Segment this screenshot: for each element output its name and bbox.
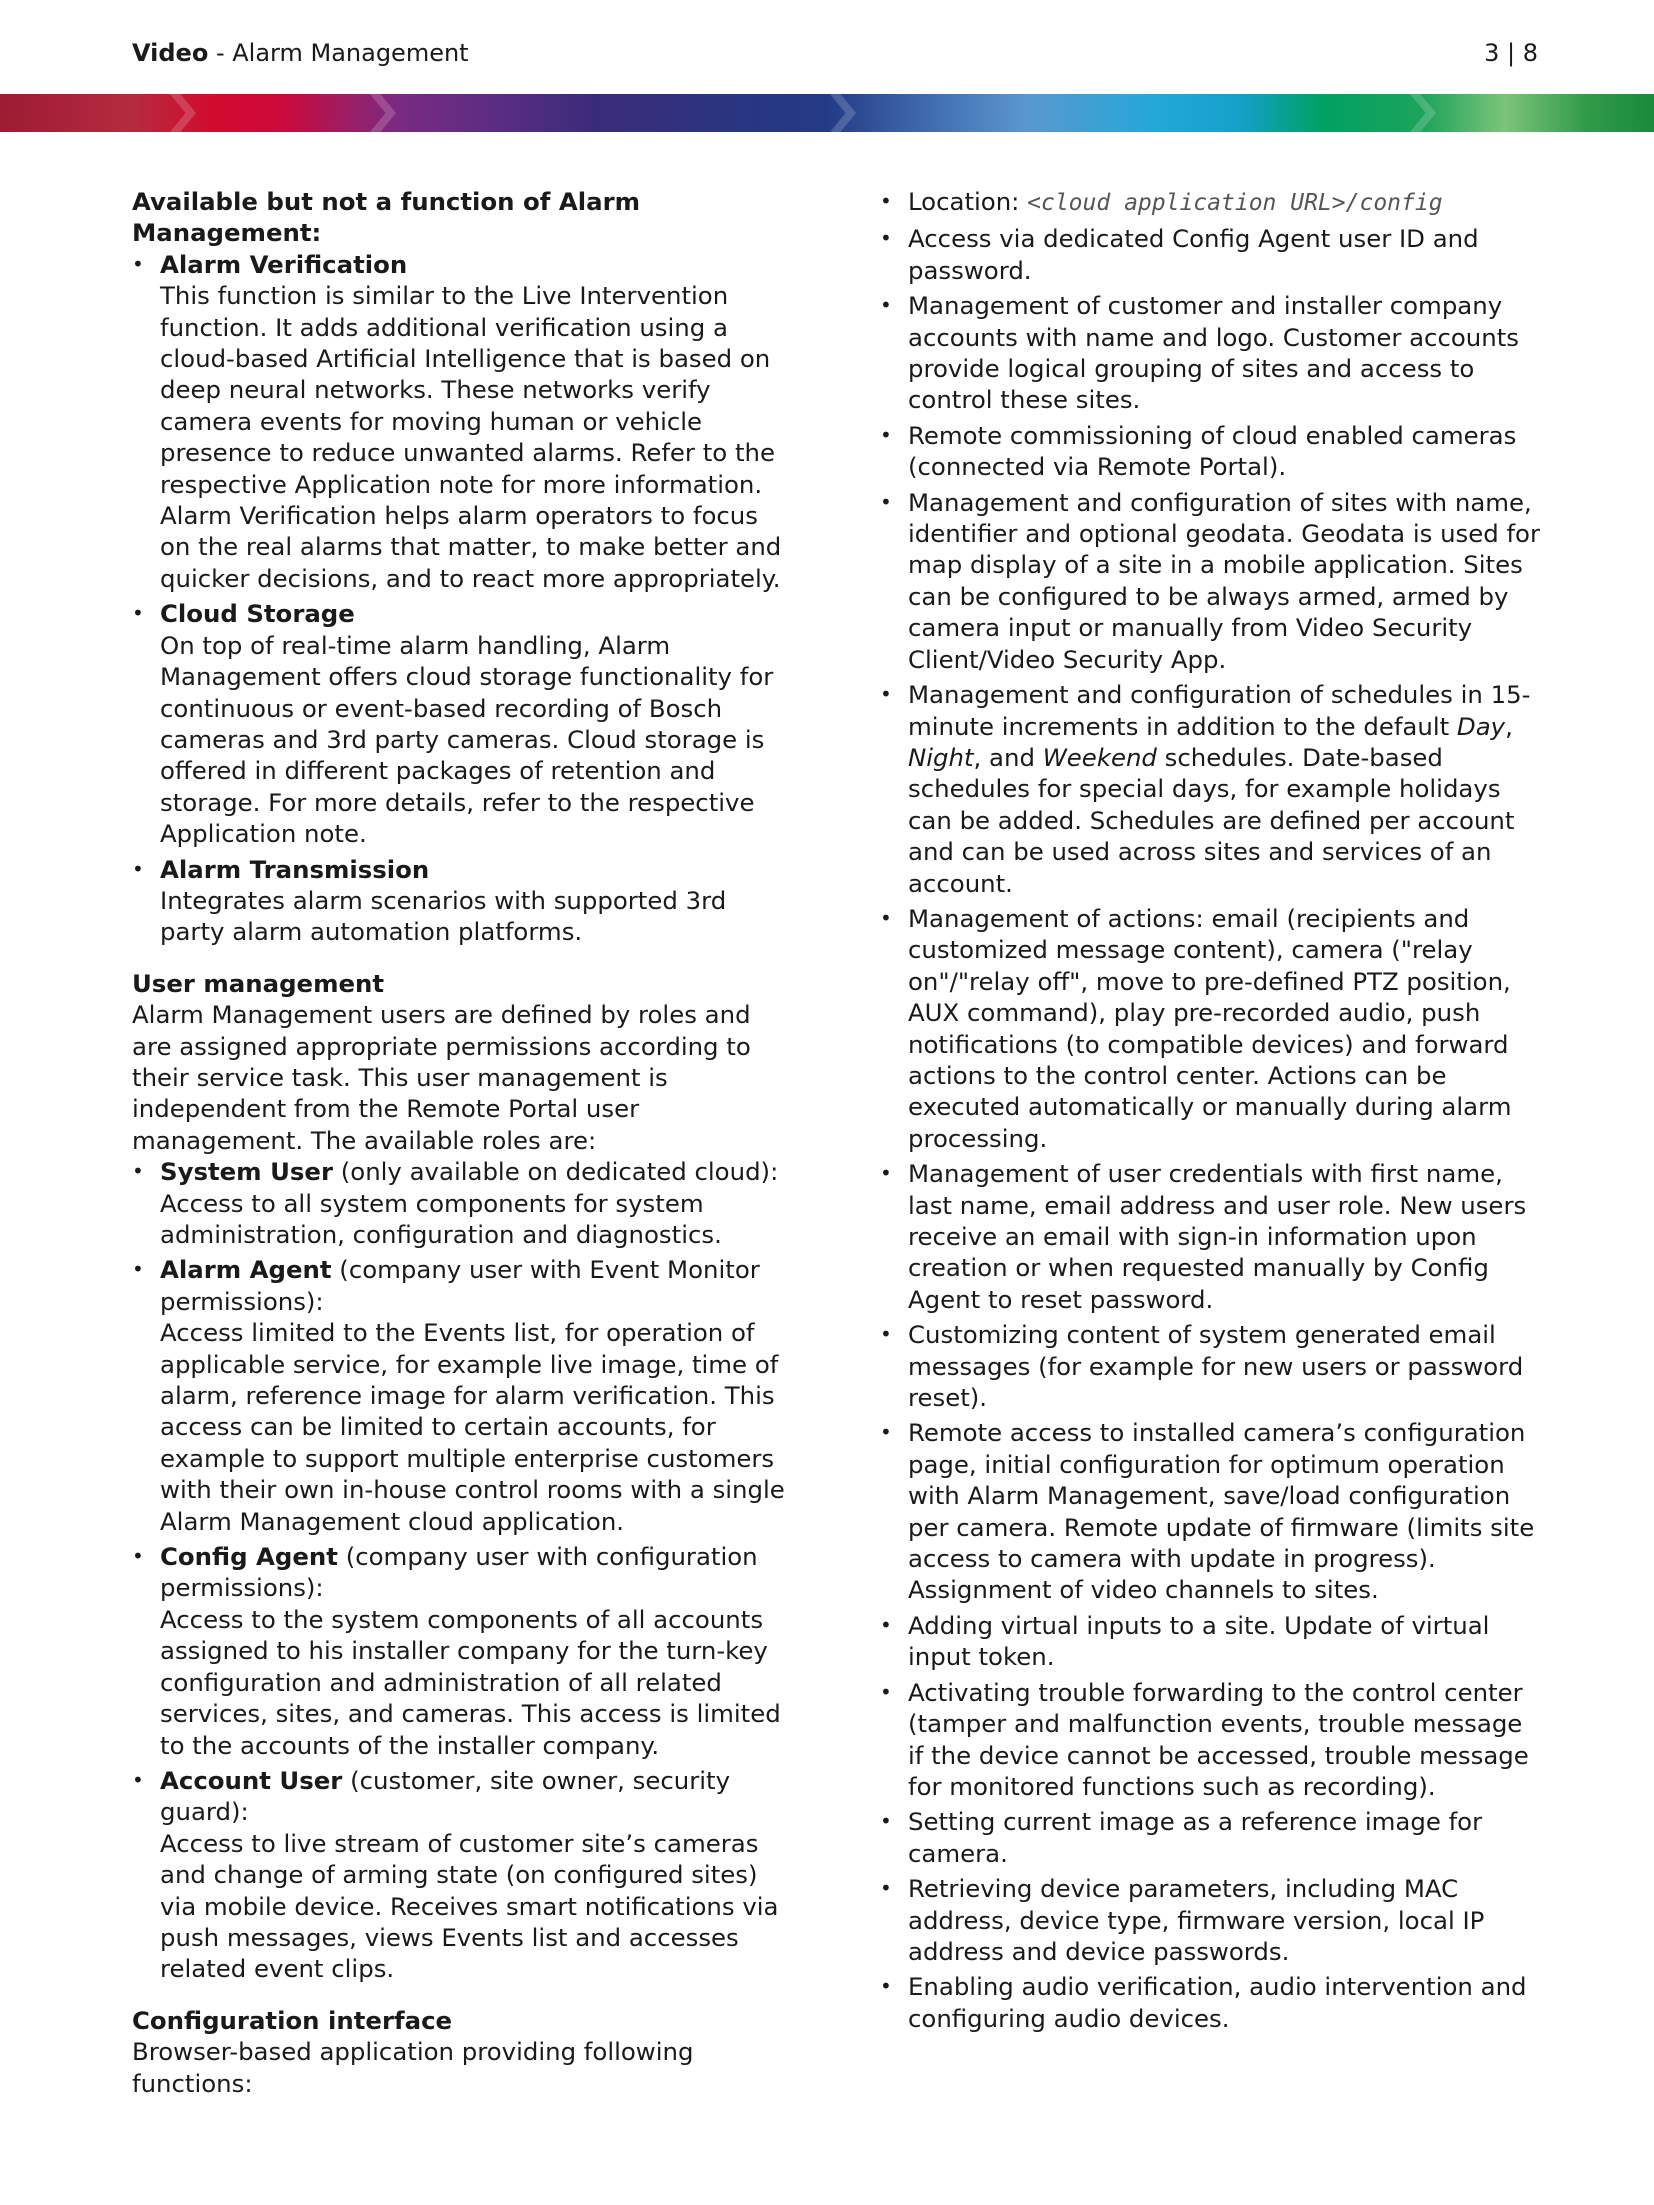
section-heading-user-management: User management (132, 968, 385, 998)
list-item (132, 598, 792, 849)
role-qualifier: (only available on dedicated cloud): (333, 1157, 779, 1187)
page-header (132, 36, 1538, 70)
role-qualifier: (customer, site owner, security guard): (160, 1765, 731, 1827)
section-heading-not-function: Available but not a function of Alarm Management: (132, 187, 641, 248)
page-number: 3 | 8 (1484, 39, 1538, 67)
band-chevron (170, 94, 196, 132)
location-url: <cloud application URL>/config (1027, 190, 1443, 216)
left-column (132, 186, 792, 2099)
item-title: • Alarm Verification (160, 249, 408, 279)
role-description: Access limited to the Events list, for operation of applicable service, for example live image, time of alarm, reference image for alarm verification. This access can be limited to certain accounts, for example to support multiple enterprise customers with their own in-house control rooms with a single Alarm Management cloud application. (160, 1318, 785, 1536)
header-product: Video (132, 39, 209, 67)
band-chevron (370, 94, 396, 132)
list-item: • Activating trouble forwarding to the control center (tamper and malfunction events, trouble message if the device cannot be accessed, trouble message for monitored functions such as recording). (880, 1677, 1540, 1803)
list-item (132, 249, 792, 594)
list-item (132, 1765, 792, 1985)
role-qualifier: (company user with Event Monitor permissions): (160, 1255, 760, 1316)
separator: , and (973, 742, 1043, 772)
list-item (132, 1541, 792, 1761)
functions-list (880, 186, 1540, 2034)
list-item: • Retrieving device parameters, including MAC address, device type, firmware version, local IP address and device passwords. (880, 1873, 1540, 1967)
brand-color-band (0, 94, 1654, 132)
band-chevron (830, 94, 856, 132)
configuration-interface-intro: Browser-based application providing following functions: (132, 2037, 694, 2098)
role-name: Alarm Agent (160, 1255, 332, 1285)
list-item: • Remote access to installed camera’s configuration page, initial configuration for optimum operation with Alarm Management, save/load configuration per camera. Remote update of firmware (limits site access to camera with update in progress). Assignment of video channels to sites. (880, 1417, 1540, 1605)
list-item (132, 1156, 792, 1250)
schedule-weekend: Weekend (1042, 742, 1157, 772)
section-heading-configuration-interface: Configuration interface (132, 2005, 453, 2035)
list-item: • Management of user credentials with first name, last name, email address and user role. New users receive an email with sign-in information upon creation or when requested manually by Config Agent to reset password. (880, 1158, 1540, 1315)
list-item: • Management of actions: email (recipients and customized message content), camera ("relay on"/"relay off", move to pre-defined PTZ position, AUX command), play pre-recorded audio, push notifications (to compatible devices) and forward actions to the control center. Actions can be executed automatically or manually during alarm processing. (880, 903, 1540, 1154)
location-label: Location: (908, 187, 1028, 216)
list-item: • Setting current image as a reference image for camera. (880, 1806, 1540, 1869)
list-item: • Enabling audio verification, audio intervention and configuring audio devices. (880, 1971, 1540, 2034)
list-item: • Access via dedicated Config Agent user ID and password. (880, 223, 1540, 286)
user-management-intro: Alarm Management users are defined by roles and are assigned appropriate permissions according to their service task. This user management is independent from the Remote Portal user management. The available roles are: (132, 1000, 751, 1155)
role-description: Access to all system components for system administration, configuration and diagnostics. (160, 1188, 722, 1249)
not-function-list (132, 249, 792, 948)
role-qualifier: (company user with configuration permissions): (160, 1542, 758, 1603)
schedules-text: schedules. Date-based schedules for special days, for example holidays can be added. Schedules are defined per account and can be used across sites and services of an account. (908, 742, 1515, 898)
role-description: Access to live stream of customer site’s cameras and change of arming state (on configured sites) via mobile device. Receives smart notifications via push messages, views Events list and accesses related event clips. (160, 1828, 779, 1984)
role-name: Account User (160, 1765, 343, 1795)
list-item: • Management and configuration of sites with name, identifier and optional geodata. Geodata is used for map display of a site in a mobile application. Sites can be configured to be always armed, armed by camera input or manually from Video Security Client/Video Security App. (880, 487, 1540, 675)
item-text: Integrates alarm scenarios with supported 3rd party alarm automation platforms. (160, 885, 727, 947)
schedule-day: Day (1456, 711, 1506, 741)
list-item (132, 1254, 792, 1537)
item-title: • Cloud Storage (160, 599, 355, 629)
item-text: This function is similar to the Live Intervention function. It adds additional verification using a cloud-based Artificial Intelligence that is based on deep neural networks. These networks verify camera events for moving human or vehicle presence to reduce unwanted alarms. Refer to the respective Application note for more information. Alarm Verification helps alarm operators to focus on the real alarms that matter, to make better and quicker decisions, and to react more appropriately. (160, 281, 782, 593)
list-item-schedules (880, 679, 1540, 899)
role-name: System User (160, 1157, 333, 1187)
list-item: • Remote commissioning of cloud enabled cameras (connected via Remote Portal). (880, 420, 1540, 483)
separator: , (1505, 711, 1513, 741)
list-item: • Customizing content of system generated email messages (for example for new users or password reset). (880, 1319, 1540, 1413)
list-item-location (880, 186, 1540, 219)
right-column (880, 186, 1540, 2038)
role-name: Config Agent (160, 1542, 338, 1572)
list-item: • Adding virtual inputs to a site. Update of virtual input token. (880, 1610, 1540, 1673)
band-chevron (1410, 94, 1436, 132)
schedules-text: Management and configuration of schedules in 15-minute increments in addition to the default (908, 680, 1531, 741)
roles-list (132, 1156, 792, 1985)
header-title: - Alarm Management (208, 39, 469, 67)
schedule-night: Night (908, 742, 974, 772)
list-item (132, 854, 792, 948)
role-description: Access to the system components of all accounts assigned to his installer company for the turn-key configuration and administration of all related services, sites, and cameras. This access is limited to the accounts of the installer company. (160, 1604, 781, 1760)
list-item: • Management of customer and installer company accounts with name and logo. Customer accounts provide logical grouping of sites and access to control these sites. (880, 290, 1540, 416)
item-title: • Alarm Transmission (160, 854, 430, 884)
item-text: On top of real-time alarm handling, Alarm Management offers cloud storage functionality for continuous or event-based recording of Bosch cameras and 3rd party cameras. Cloud storage is offered in different packages of retention and storage. For more details, refer to the respective Application note. (160, 630, 774, 849)
